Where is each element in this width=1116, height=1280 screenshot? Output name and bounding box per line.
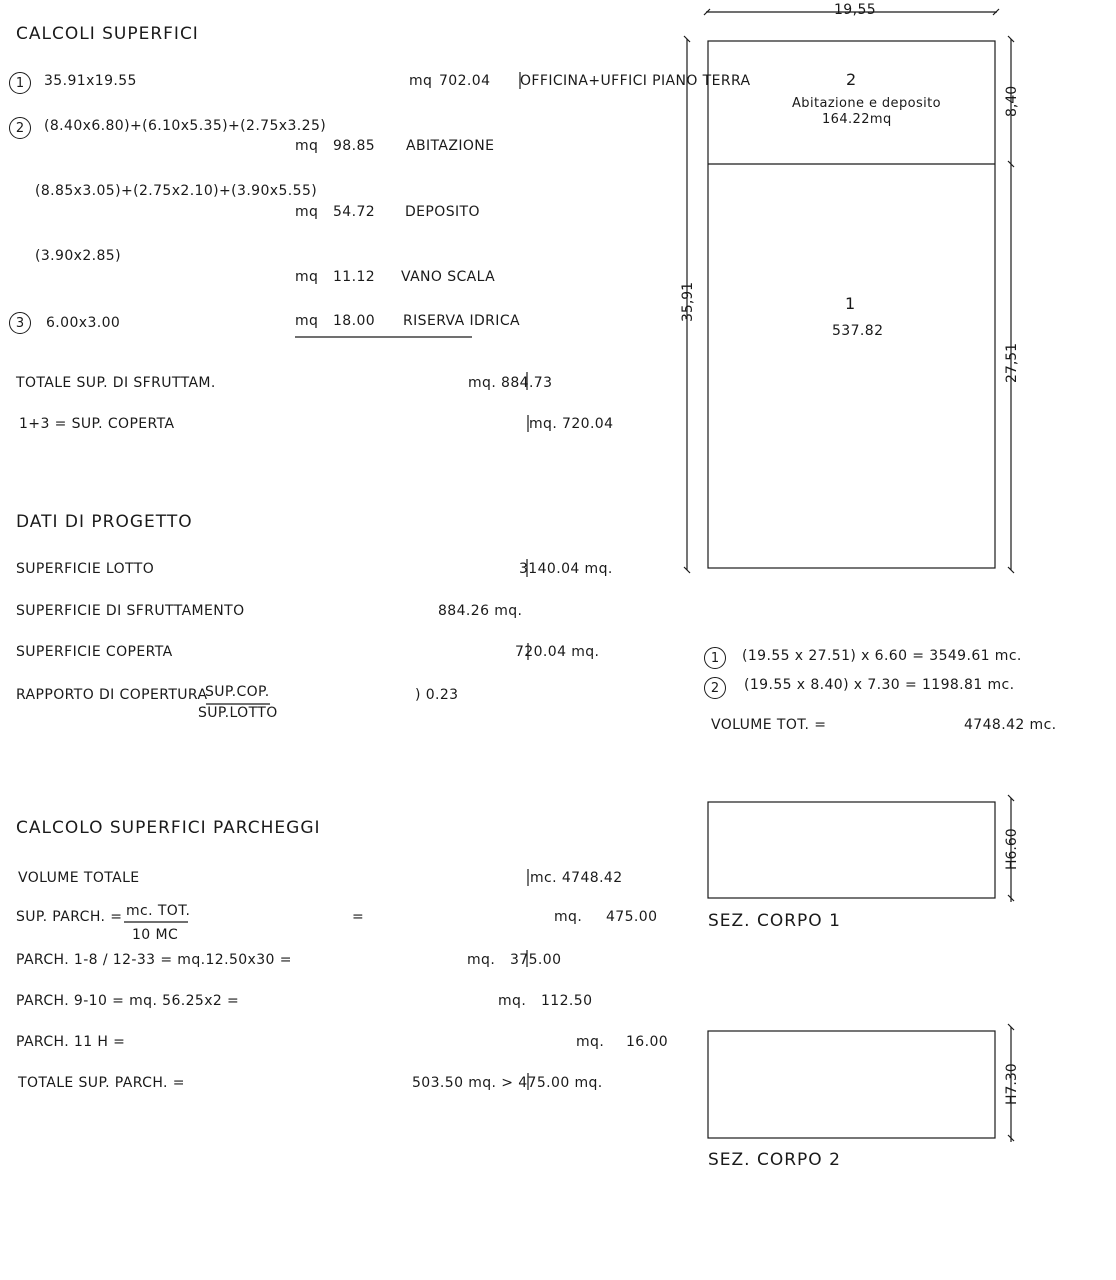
row2c-value: 11.12 xyxy=(333,269,376,285)
sup-coperta-value: mq. 720.04 xyxy=(529,416,614,432)
volume-tot-label: VOLUME TOT. = xyxy=(711,717,827,733)
row2b-value: 54.72 xyxy=(333,204,376,220)
sezione-2-label: SEZ. CORPO 2 xyxy=(708,1150,841,1170)
row3-number-circle: 3 xyxy=(9,312,31,334)
parcheggi-title: CALCOLO SUPERFICI PARCHEGGI xyxy=(16,818,321,838)
row2b-formula: (8.85x3.05)+(2.75x2.10)+(3.90x5.55) xyxy=(35,183,318,199)
row3-description: RISERVA IDRICA xyxy=(403,313,520,329)
sup-parch-numerator: mc. TOT. xyxy=(126,903,191,919)
row3-value: 18.00 xyxy=(333,313,376,329)
rapporto-denominator: SUP.LOTTO xyxy=(198,705,278,721)
totale-sfruttamento-label: TOTALE SUP. DI SFRUTTAM. xyxy=(16,375,216,391)
sup-parch-equals: = xyxy=(352,909,365,925)
parch-1-label: PARCH. 1-8 / 12-33 = mq.12.50x30 = xyxy=(16,952,292,968)
rapporto-numerator: SUP.COP. xyxy=(205,684,270,700)
row2c-unit: mq xyxy=(295,269,319,285)
row1-formula: 35.91x19.55 xyxy=(44,73,137,89)
dim-right-top: 8,40 xyxy=(1004,85,1020,117)
row2-unit: mq xyxy=(295,138,319,154)
row1-description: OFFICINA+UFFICI PIANO TERRA xyxy=(520,73,751,89)
volume-totale-value: mc. 4748.42 xyxy=(530,870,623,886)
sup-parch-denominator: 10 MC xyxy=(132,927,179,943)
sfruttamento-label: SUPERFICIE DI SFRUTTAMENTO xyxy=(16,603,245,619)
sezione-2-height: H7.30 xyxy=(1004,1063,1020,1105)
row2c-formula: (3.90x2.85) xyxy=(35,248,121,264)
row2-value: 98.85 xyxy=(333,138,376,154)
parch-1-value: 375.00 xyxy=(510,952,562,968)
sezione-1-label: SEZ. CORPO 1 xyxy=(708,911,841,931)
rapporto-value: ) 0.23 xyxy=(415,687,459,703)
area-2-number: 2 xyxy=(846,70,857,89)
row2c-description: VANO SCALA xyxy=(401,269,496,285)
lotto-label: SUPERFICIE LOTTO xyxy=(16,561,155,577)
volume-1-circle: 1 xyxy=(704,647,726,669)
area-1-number: 1 xyxy=(845,294,856,313)
parch-2-unit: mq. xyxy=(498,993,527,1009)
volume-2-formula: (19.55 x 8.40) x 7.30 = 1198.81 mc. xyxy=(744,677,1015,693)
volume-2-circle: 2 xyxy=(704,677,726,699)
parch-2-value: 112.50 xyxy=(541,993,593,1009)
dim-right-bottom: 27,51 xyxy=(1004,342,1020,383)
sup-parch-value: 475.00 xyxy=(606,909,658,925)
coperta-value: 720.04 mq. xyxy=(515,644,600,660)
row1-unit: mq xyxy=(409,73,433,89)
area-1-value: 537.82 xyxy=(832,323,884,339)
parch-1-unit: mq. xyxy=(467,952,496,968)
sup-parch-unit: mq. xyxy=(554,909,583,925)
totale-sfruttamento-value: mq. 884.73 xyxy=(468,375,553,391)
sfruttamento-value: 884.26 mq. xyxy=(438,603,523,619)
calcoli-title: CALCOLI SUPERFICI xyxy=(16,24,199,44)
row2-description: ABITAZIONE xyxy=(406,138,495,154)
sezione-1-height: H6.60 xyxy=(1004,828,1020,870)
row2-number-circle: 2 xyxy=(9,117,31,139)
row3-unit: mq xyxy=(295,313,319,329)
row1-number-circle: 1 xyxy=(9,72,31,94)
sup-parch-label: SUP. PARCH. = xyxy=(16,909,123,925)
volume-totale-label: VOLUME TOTALE xyxy=(18,870,140,886)
volume-1-formula: (19.55 x 27.51) x 6.60 = 3549.61 mc. xyxy=(742,648,1022,664)
totale-parch-label: TOTALE SUP. PARCH. = xyxy=(18,1075,185,1091)
area-2-value: 164.22mq xyxy=(822,112,892,127)
coperta-label: SUPERFICIE COPERTA xyxy=(16,644,173,660)
dim-top: 19,55 xyxy=(834,2,877,18)
row1-value: 702.04 xyxy=(439,73,491,89)
volume-tot-value: 4748.42 mc. xyxy=(964,717,1057,733)
row2b-description: DEPOSITO xyxy=(405,204,480,220)
rapporto-label: RAPPORTO DI COPERTURA xyxy=(16,687,208,703)
progetto-title: DATI DI PROGETTO xyxy=(16,512,193,532)
parch-3-value: 16.00 xyxy=(626,1034,669,1050)
totale-parch-value: 503.50 mq. > 475.00 mq. xyxy=(412,1075,603,1091)
area-2-description: Abitazione e deposito xyxy=(792,96,942,111)
parch-3-unit: mq. xyxy=(576,1034,605,1050)
parch-3-label: PARCH. 11 H = xyxy=(16,1034,126,1050)
sup-coperta-label: 1+3 = SUP. COPERTA xyxy=(19,416,175,432)
row3-formula: 6.00x3.00 xyxy=(46,315,121,331)
row2b-unit: mq xyxy=(295,204,319,220)
parch-2-label: PARCH. 9-10 = mq. 56.25x2 = xyxy=(16,993,240,1009)
row2-formula: (8.40x6.80)+(6.10x5.35)+(2.75x3.25) xyxy=(44,118,327,134)
dim-left: 35,91 xyxy=(680,281,696,322)
lotto-value: 3140.04 mq. xyxy=(519,561,613,577)
